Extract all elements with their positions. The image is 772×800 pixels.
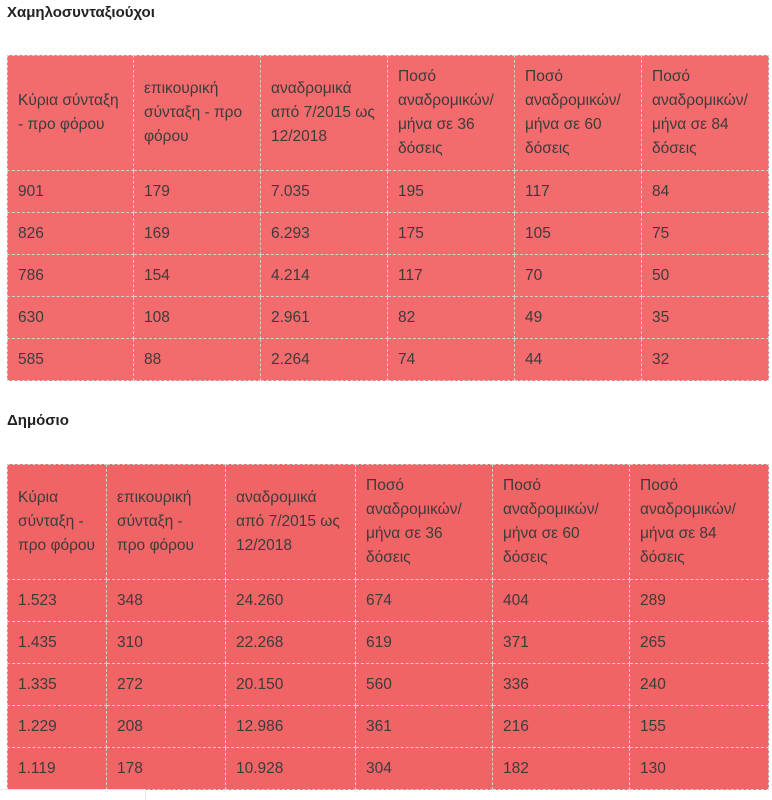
table-cell: 179 bbox=[134, 171, 261, 213]
table-cell: 630 bbox=[8, 297, 134, 339]
table-cell: 24.260 bbox=[226, 580, 356, 622]
header-cell: Ποσό αναδρομικών/ μήνα σε 84 δόσεις bbox=[630, 465, 769, 580]
table-cell: 560 bbox=[356, 664, 493, 706]
table-cell: 88 bbox=[134, 339, 261, 381]
table-cell: 44 bbox=[515, 339, 642, 381]
header-cell: Ποσό αναδρομικών/ μήνα σε 36 δόσεις bbox=[388, 56, 515, 171]
table-cell: 208 bbox=[107, 706, 226, 748]
header-cell: επικουρική σύνταξη - προ φόρου bbox=[107, 465, 226, 580]
header-cell: Κύρια σύνταξη - προ φόρου bbox=[8, 465, 107, 580]
table-cell: 826 bbox=[8, 213, 134, 255]
table-row bbox=[8, 213, 769, 255]
table-cell: 49 bbox=[515, 297, 642, 339]
table-cell: 404 bbox=[493, 580, 630, 622]
table-cell: 169 bbox=[134, 213, 261, 255]
table-cell: 22.268 bbox=[226, 622, 356, 664]
table-row bbox=[8, 748, 769, 790]
header-cell: αναδρομικά από 7/2015 ως 12/2018 bbox=[226, 465, 356, 580]
header-cell: Ποσό αναδρομικών/ μήνα σε 84 δόσεις bbox=[642, 56, 769, 171]
table-cell: 2.961 bbox=[261, 297, 388, 339]
table-row bbox=[8, 706, 769, 748]
table-cell: 6.293 bbox=[261, 213, 388, 255]
table-cell: 178 bbox=[107, 748, 226, 790]
pension-table-public bbox=[7, 464, 769, 790]
bottom-divider bbox=[0, 789, 146, 800]
table-cell: 1.523 bbox=[8, 580, 107, 622]
table-cell: 265 bbox=[630, 622, 769, 664]
table-cell: 108 bbox=[134, 297, 261, 339]
table-row bbox=[8, 664, 769, 706]
table-cell: 105 bbox=[515, 213, 642, 255]
table-cell: 272 bbox=[107, 664, 226, 706]
table-cell: 117 bbox=[515, 171, 642, 213]
header-cell: επικουρική σύνταξη - προ φόρου bbox=[134, 56, 261, 171]
header-cell: Κύρια σύνταξη - προ φόρου bbox=[8, 56, 134, 171]
table-cell: 289 bbox=[630, 580, 769, 622]
table-cell: 585 bbox=[8, 339, 134, 381]
header-cell: Ποσό αναδρομικών/ μήνα σε 36 δόσεις bbox=[356, 465, 493, 580]
table-cell: 195 bbox=[388, 171, 515, 213]
table-cell: 50 bbox=[642, 255, 769, 297]
table-row bbox=[8, 580, 769, 622]
table-row bbox=[8, 622, 769, 664]
table-cell: 35 bbox=[642, 297, 769, 339]
table-cell: 1.435 bbox=[8, 622, 107, 664]
table-cell: 70 bbox=[515, 255, 642, 297]
table-cell: 1.119 bbox=[8, 748, 107, 790]
table-cell: 12.986 bbox=[226, 706, 356, 748]
table-cell: 1.335 bbox=[8, 664, 107, 706]
table-cell: 2.264 bbox=[261, 339, 388, 381]
table-cell: 361 bbox=[356, 706, 493, 748]
table-cell: 154 bbox=[134, 255, 261, 297]
table-cell: 1.229 bbox=[8, 706, 107, 748]
table-cell: 130 bbox=[630, 748, 769, 790]
table-cell: 84 bbox=[642, 171, 769, 213]
table-row bbox=[8, 339, 769, 381]
table-cell: 74 bbox=[388, 339, 515, 381]
table-cell: 155 bbox=[630, 706, 769, 748]
section-title-public-sector: Δημόσιο bbox=[7, 412, 69, 429]
table-cell: 4.214 bbox=[261, 255, 388, 297]
header-cell: αναδρομικά από 7/2015 ως 12/2018 bbox=[261, 56, 388, 171]
table-cell: 786 bbox=[8, 255, 134, 297]
table-cell: 117 bbox=[388, 255, 515, 297]
table-row bbox=[8, 171, 769, 213]
table-cell: 619 bbox=[356, 622, 493, 664]
table-row bbox=[8, 255, 769, 297]
table-cell: 304 bbox=[356, 748, 493, 790]
table-cell: 674 bbox=[356, 580, 493, 622]
table-cell: 216 bbox=[493, 706, 630, 748]
table-cell: 20.150 bbox=[226, 664, 356, 706]
section-title-pensioners: Χαμηλοσυνταξιούχοι bbox=[7, 4, 155, 21]
table-cell: 175 bbox=[388, 213, 515, 255]
pension-table-low bbox=[7, 55, 769, 381]
table-header-row bbox=[8, 56, 769, 171]
table-header-row bbox=[8, 465, 769, 580]
table-cell: 371 bbox=[493, 622, 630, 664]
table-cell: 82 bbox=[388, 297, 515, 339]
header-cell: Ποσό αναδρομικών/ μήνα σε 60 δόσεις bbox=[493, 465, 630, 580]
table-cell: 240 bbox=[630, 664, 769, 706]
table-cell: 75 bbox=[642, 213, 769, 255]
table-row bbox=[8, 297, 769, 339]
table-cell: 10.928 bbox=[226, 748, 356, 790]
table-cell: 348 bbox=[107, 580, 226, 622]
table-cell: 32 bbox=[642, 339, 769, 381]
table-cell: 901 bbox=[8, 171, 134, 213]
table-cell: 336 bbox=[493, 664, 630, 706]
table-cell: 182 bbox=[493, 748, 630, 790]
header-cell: Ποσό αναδρομικών/ μήνα σε 60 δόσεις bbox=[515, 56, 642, 171]
table-cell: 7.035 bbox=[261, 171, 388, 213]
table-cell: 310 bbox=[107, 622, 226, 664]
